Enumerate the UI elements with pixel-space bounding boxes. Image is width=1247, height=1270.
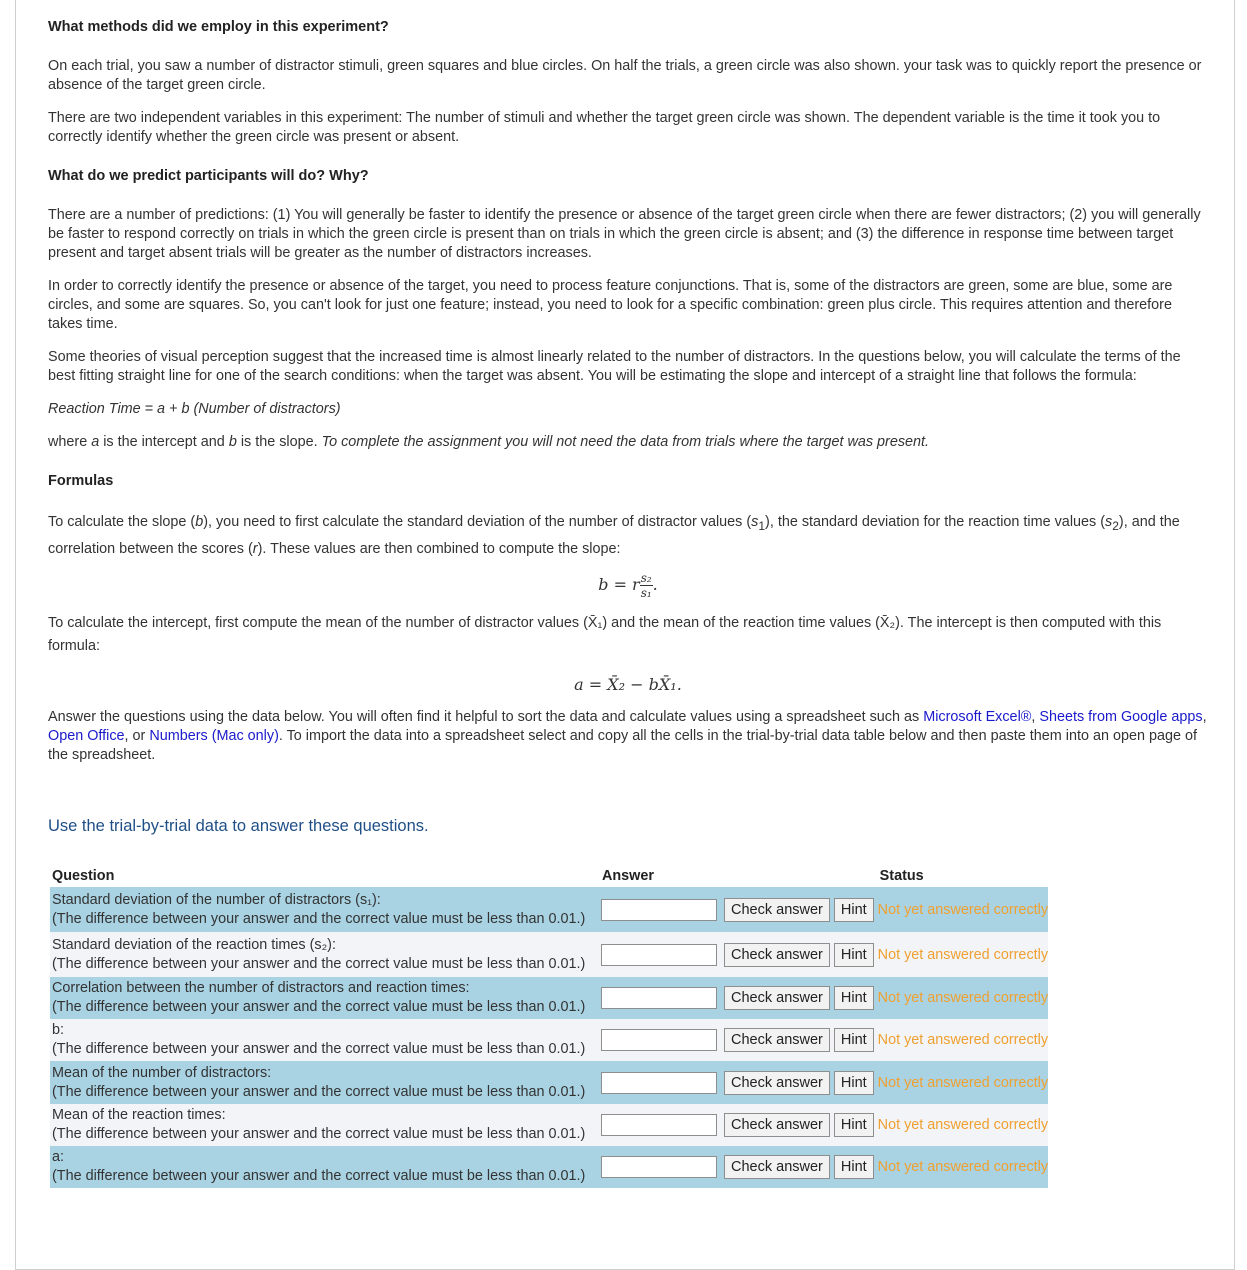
tolerance-note: (The difference between your answer and the correct value must be less than 0.01.) bbox=[52, 1083, 586, 1100]
question-label: Standard deviation of the number of distractors (s₁): bbox=[52, 891, 381, 908]
status-text: Not yet answered correctly bbox=[876, 932, 1048, 977]
question-label: a: bbox=[52, 1149, 65, 1165]
question-row bbox=[50, 1019, 1048, 1061]
predictions-heading: What do we predict participants will do? Why? bbox=[48, 168, 369, 184]
predictions-paragraph-2: In order to correctly identify the presence or absence of the target, you need to process feature conjunctions. That is, some of the distractors are green, some are blue, some are circles, and some are squares. So, you can't look for just one feature; instead, you need to look for a specific combination: green plus circle. This requires attention and therefore takes time. bbox=[48, 278, 1173, 332]
question-row bbox=[50, 1061, 1048, 1104]
tolerance-note: (The difference between your answer and the correct value must be less than 0.01.) bbox=[52, 1041, 586, 1057]
questions-section-title: Use the trial-by-trial data to answer these questions. bbox=[48, 816, 429, 835]
check-answer-button[interactable]: Check answer bbox=[724, 986, 830, 1010]
question-row bbox=[50, 887, 1048, 932]
tolerance-note: (The difference between your answer and the correct value must be less than 0.01.) bbox=[52, 1168, 586, 1184]
tolerance-note: (The difference between your answer and the correct value must be less than 0.01.) bbox=[52, 910, 586, 927]
check-answer-button[interactable]: Check answer bbox=[724, 1155, 830, 1179]
formulas-heading: Formulas bbox=[48, 473, 114, 489]
slope-equation: b = r $\frac{\text{s₂}}{\text{s₁}}$ . bbox=[598, 570, 658, 600]
slope-explanation: To calculate the slope (b), you need to first calculate the standard deviation of the number of distractor values $(s_1)$, the standard deviation for the reaction time values $(s_2)$, and the correlation between the scores (r). These values are then combined to compute the slope: bbox=[48, 514, 1180, 557]
status-text: Not yet answered correctly bbox=[876, 1061, 1048, 1104]
open-office-link[interactable]: Open Office bbox=[48, 727, 125, 744]
intercept-explanation: To calculate the intercept, first compute the mean of the number of distractor values (X̄₁) and the mean of the reaction time values (X̄₂). The intercept is then computed with this formula: bbox=[48, 614, 1162, 654]
status-text: Not yet answered correctly bbox=[876, 1104, 1048, 1146]
methods-paragraph-1: On each trial, you saw a number of distractor stimuli, green squares and blue circles. On half the trials, a green circle was also shown. your task was to quickly report the presence or absence of the target green circle. bbox=[48, 58, 1202, 93]
answer-input-correlation[interactable] bbox=[601, 987, 717, 1009]
status-text: Not yet answered correctly bbox=[876, 887, 1048, 932]
answer-input-mean-reaction[interactable] bbox=[601, 1114, 717, 1136]
question-column-header: Question bbox=[52, 868, 115, 884]
questions-table bbox=[50, 866, 1048, 1188]
question-row bbox=[50, 1104, 1048, 1146]
question-label: Mean of the reaction times: bbox=[52, 1107, 226, 1123]
methods-paragraph-2: There are two independent variables in this experiment: The number of stimuli and whether the target green circle was shown. The dependent variable is the time it took you to correctly identify whether the green circle was present or absent. bbox=[48, 110, 1161, 145]
predictions-paragraph-3: Some theories of visual perception suggest that the increased time is almost linearly related to the number of distractors. In the questions below, you will calculate the terms of the best fitting straight line for one of the search conditions: when the target was absent. You will be estimating the slope and intercept of a straight line that follows the formula: bbox=[48, 349, 1181, 384]
where-sentence: where a is the intercept and b is the slope. To complete the assignment you will not need the data from trials where the target was present. bbox=[48, 434, 930, 450]
tolerance-note: (The difference between your answer and the correct value must be less than 0.01.) bbox=[52, 955, 586, 972]
reaction-time-formula: Reaction Time = a + b (Number of distractors) bbox=[48, 401, 341, 417]
hint-button[interactable]: Hint bbox=[834, 1113, 874, 1137]
slope-equation-denominator: s₁ bbox=[640, 585, 652, 600]
intercept-equation: a = X̄₂ − bX̄₁. bbox=[574, 674, 682, 694]
check-answer-button[interactable]: Check answer bbox=[724, 943, 830, 967]
tolerance-note: (The difference between your answer and the correct value must be less than 0.01.) bbox=[52, 1126, 586, 1142]
status-column-header: Status bbox=[879, 868, 924, 884]
check-answer-button[interactable]: Check answer bbox=[724, 1113, 830, 1137]
question-row bbox=[50, 977, 1048, 1019]
answer-input-s1[interactable] bbox=[601, 899, 717, 921]
google-sheets-link[interactable]: Sheets from Google apps bbox=[1039, 708, 1203, 725]
lesson-content bbox=[48, 18, 1208, 836]
status-text: Not yet answered correctly bbox=[876, 1146, 1048, 1188]
status-text: Not yet answered correctly bbox=[876, 977, 1048, 1019]
tolerance-note: (The difference between your answer and the correct value must be less than 0.01.) bbox=[52, 999, 586, 1015]
check-answer-button[interactable]: Check answer bbox=[724, 898, 830, 922]
excel-link[interactable]: Microsoft Excel® bbox=[923, 708, 1032, 725]
instructions-paragraph: Answer the questions using the data below. You will often find it helpful to sort the data and calculate values using a spreadsheet such as Microsoft Excel®, Sheets from Google apps, Open Office, or Numbers (Mac only). To import the data into a spreadsheet select and copy all the cells in the trial-by-trial data table below and then paste them into an open page of the spreadsheet. bbox=[48, 708, 1207, 763]
question-label: Standard deviation of the reaction times (s₂): bbox=[52, 936, 336, 953]
where-note: To complete the assignment you will not need the data from trials where the target was present. bbox=[321, 434, 930, 450]
hint-button[interactable]: Hint bbox=[834, 1155, 874, 1179]
question-label: Correlation between the number of distractors and reaction times: bbox=[52, 980, 470, 996]
answer-column-header: Answer bbox=[602, 868, 654, 884]
question-label: b: bbox=[52, 1022, 65, 1038]
question-label: Mean of the number of distractors: bbox=[52, 1064, 272, 1081]
numbers-link[interactable]: Numbers (Mac only) bbox=[149, 727, 279, 744]
answer-input-mean-distractors[interactable] bbox=[601, 1072, 717, 1094]
hint-button[interactable]: Hint bbox=[834, 986, 874, 1010]
question-row bbox=[50, 932, 1048, 977]
hint-button[interactable]: Hint bbox=[834, 1028, 874, 1052]
question-row bbox=[50, 1146, 1048, 1188]
predictions-paragraph-1: There are a number of predictions: (1) You will generally be faster to identify the presence or absence of the target green circle when there are fewer distractors; (2) you will generally be faster to respond correctly on trials in which the green circle is present than on trials in which the green circle is absent; and (3) the difference in response time between target present and target absent trials will be greater as the number of distractors increases. bbox=[48, 207, 1201, 261]
answer-input-b[interactable] bbox=[601, 1029, 717, 1051]
hint-button[interactable]: Hint bbox=[834, 1071, 874, 1095]
status-text: Not yet answered correctly bbox=[876, 1019, 1048, 1061]
methods-heading: What methods did we employ in this experiment? bbox=[48, 19, 389, 35]
check-answer-button[interactable]: Check answer bbox=[724, 1028, 830, 1052]
hint-button[interactable]: Hint bbox=[834, 898, 874, 922]
hint-button[interactable]: Hint bbox=[834, 943, 874, 967]
answer-input-a[interactable] bbox=[601, 1156, 717, 1178]
answer-input-s2[interactable] bbox=[601, 944, 717, 966]
slope-equation-numerator: s₂ bbox=[640, 570, 652, 585]
check-answer-button[interactable]: Check answer bbox=[724, 1071, 830, 1095]
